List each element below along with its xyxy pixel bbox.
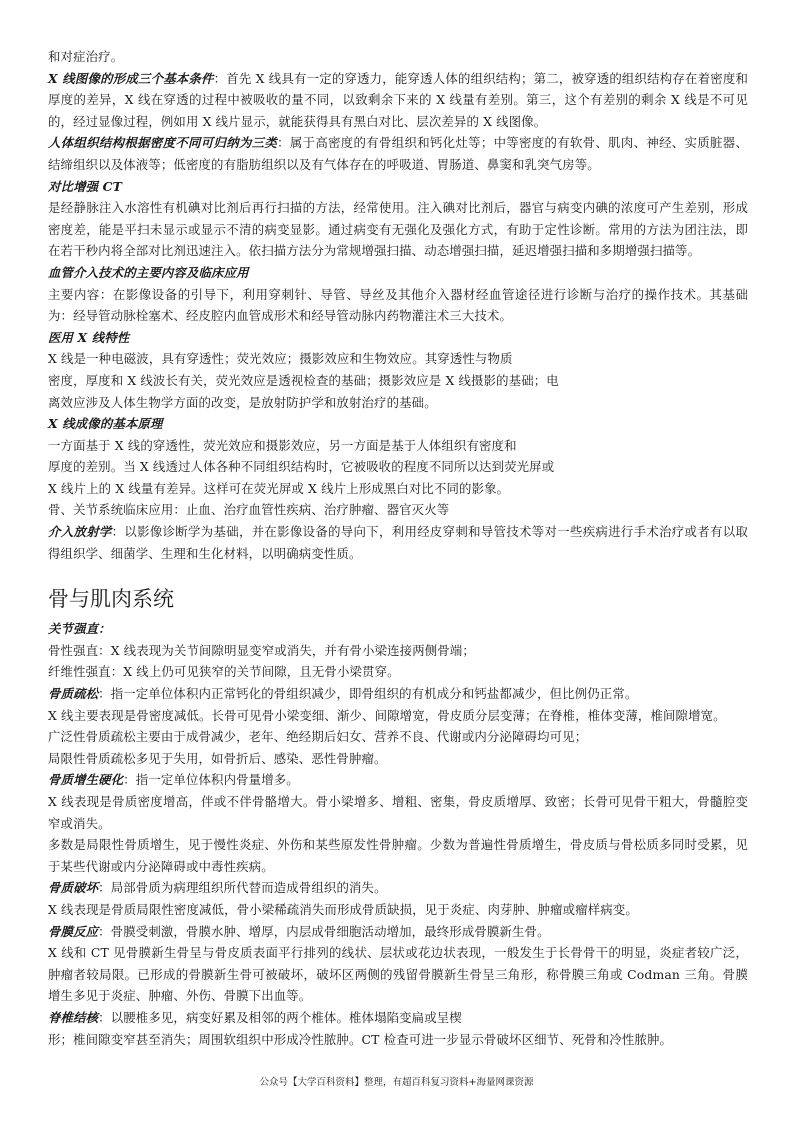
paragraph-text: ：以影像诊断学为基础，并在影像设备的导向下，利用经皮穿刺和导管技术等对一些疾病进行手术治疗或者有以取得组织学、细菌学、生理和生化材料，以明确病变性质。 [48, 524, 749, 561]
paragraph [48, 435, 748, 457]
paragraph [48, 1029, 748, 1051]
paragraph [48, 499, 748, 521]
paragraph-text: X 线片上的 X 线量有差异。这样可在荧光屏或 X 线片上形成黑白对比不同的影象。 [48, 480, 510, 496]
paragraph-text: ：骨膜受刺激，骨膜水肿、增厚，内层成骨细胞活动增加，最终形成骨膜新生骨。 [98, 923, 550, 939]
paragraph-text: 形；椎间隙变窄甚至消失；周围软组织中形成冷性脓肿。CT 检查可进一步显示骨破坏区细节、死骨和冷性脓肿。 [48, 1031, 673, 1047]
paragraph-lead: 脊椎结核 [48, 1009, 99, 1025]
paragraph-text: ：以腰椎多见，病变好累及相邻的两个椎体。椎体塌陷变扁或呈楔 [98, 1009, 462, 1025]
paragraph [48, 705, 748, 727]
paragraph [48, 661, 748, 683]
paragraph-text: 厚度的差别。当 X 线透过人体各种不同组织结构时，它被吸收的程度不同所以达到荧光屏或 [48, 459, 555, 475]
paragraph-text: X 线是一种电磁波，具有穿透性；荧光效应；摄影效应和生物效应。其穿透性与物质 [48, 351, 513, 367]
paragraph [48, 769, 748, 791]
paragraph-lead: 介入放射学 [48, 524, 112, 540]
paragraph-text: ：局部骨质为病理组织所代替而造成骨组织的消失。 [98, 880, 387, 896]
paragraph [48, 748, 748, 770]
paragraph-text: 和对症治疗。 [48, 49, 124, 64]
paragraph-text: 是经静脉注入水溶性有机碘对比剂后再行扫描的方法，经常使用。注入碘对比剂后，器官与病变内碘的浓度可产生差别，形成密度差，能是平扫未显示或显示不清的病变显影。通过病变有无强化及强化方式，有助于定性诊断。常用的方法为团注法，即在若干秒内将全部对比剂迅速注入。依扫描方法分为常规增强扫描、动态增强扫描，延迟增强扫描和多期增强扫描等。 [48, 200, 748, 259]
paragraph [48, 327, 748, 349]
paragraph [48, 348, 748, 370]
paragraph-text: 广泛性骨质疏松主要由于成骨减少，老年、绝经期后妇女、营养不良、代谢或内分泌障碍均可见； [48, 729, 588, 745]
paragraph [48, 478, 748, 500]
paragraph-group-intro [48, 46, 748, 564]
paragraph [48, 791, 748, 834]
paragraph [48, 456, 748, 478]
paragraph-text: X 线表现是骨质密度增高，伴或不伴骨骼增大。骨小梁增多、增粗、密集，骨皮质增厚、致密；长骨可见骨干粗大，骨髓腔变窄或消失。 [48, 794, 748, 831]
paragraph [48, 68, 748, 133]
paragraph [48, 521, 748, 564]
paragraph-lead: 关节强直： [48, 621, 111, 637]
paragraph [48, 899, 748, 921]
paragraph-lead: 骨质破坏 [48, 880, 99, 896]
paragraph-lead: 血管介入技术的主要内容及临床应用 [48, 264, 249, 280]
paragraph-text: X 线主要表现是骨密度减低。长骨可见骨小梁变细、渐少、间隙增宽，骨皮质分层变薄；在脊椎，椎体变薄，椎间隙增宽。 [48, 707, 726, 723]
paragraph [48, 262, 748, 284]
paragraph-lead: 骨质疏松 [48, 686, 99, 702]
paragraph [48, 284, 748, 327]
paragraph-text: 主要内容：在影像设备的引导下，利用穿刺针、导管、导丝及其他介入器材经血管途径进行诊断与治疗的操作技术。其基础为：经导管动脉栓塞术、经皮腔内血管成形术和经导管动脉内药物灌注术三大技术。 [48, 286, 748, 324]
paragraph-lead: 骨质增生硬化 [48, 772, 124, 788]
paragraph-lead: 对比增强 CT [48, 178, 123, 194]
paragraph-lead: 骨膜反应 [48, 923, 99, 939]
paragraph [48, 392, 748, 414]
footer-note: 公众号【大学百科资料】整理，有超百科复习资料+海量网课资源 [259, 1077, 534, 1088]
paragraph-text: 离效应涉及人体生物学方面的改变，是放射防护学和放射治疗的基础。 [48, 394, 437, 410]
paragraph-text: 骨性强直：X 线表现为关节间隙明显变窄或消失，并有骨小梁连接两侧骨端； [48, 642, 475, 658]
paragraph [48, 942, 748, 1007]
paragraph [48, 640, 748, 662]
paragraph-text: X 线表现是骨质局限性密度减低，骨小梁稀疏消失而形成骨质缺损，见于炎症、肉芽肿、肿瘤或瘤样病变。 [48, 901, 638, 917]
paragraph [48, 46, 748, 68]
document-body [48, 46, 748, 1050]
paragraph-text: X 线和 CT 见骨膜新生骨呈与骨皮质表面平行排列的线状、层状或花边状表现，一般发生于长骨骨干的明显，炎症者较广泛，肿瘤者较局限。已形成的骨膜新生骨可被破坏，破坏区两侧的残留骨膜新生骨呈三角形，称骨膜三角或 Codman 三角。骨膜增生多见于炎症、肿瘤、外伤、骨膜下出血等。 [48, 945, 748, 1004]
paragraph-lead: X 线图像的形成三个基本条件 [48, 70, 214, 86]
paragraph [48, 413, 748, 435]
paragraph-text: ：首先 X 线具有一定的穿透力，能穿透人体的组织结构；第二，被穿透的组织结构存在着密度和厚度的差异，X 线在穿透的过程中被吸收的量不同，以致剩余下来的 X 线量有差别。第三，这个有差别的剩余 X 线是不可见的，经过显像过程，例如用 X 线片显示，就能获得具有黑白对比、层次差异的 X 线图像。 [48, 70, 748, 129]
paragraph-group-bone-muscle [48, 618, 748, 1050]
paragraph-text: ：属于高密度的有骨组织和钙化灶等；中等密度的有软骨、肌肉、神经、实质脏器、结缔组织以及体液等；低密度的有脂肪组织以及有气体存在的呼吸道、胃肠道、鼻窦和乳突气房等。 [48, 135, 748, 172]
paragraph [48, 877, 748, 899]
paragraph [48, 132, 748, 175]
paragraph [48, 726, 748, 748]
paragraph-text: ：指一定单位体积内骨量增多。 [123, 772, 299, 788]
paragraph-text: 多数是局限性骨质增生，见于慢性炎症、外伤和某些原发性骨肿瘤。少数为普遍性骨质增生，骨皮质与骨松质多同时受累，见于某些代谢或内分泌障碍或中毒性疾病。 [48, 837, 748, 874]
paragraph [48, 1007, 748, 1029]
paragraph [48, 370, 748, 392]
paragraph [48, 618, 748, 640]
paragraph [48, 197, 748, 262]
paragraph-text: 骨、关节系统临床应用：止血、治疗血管性疾病、治疗肿瘤、器官灭火等 [48, 502, 450, 518]
paragraph-text: 局限性骨质疏松多见于失用，如骨折后、感染、恶性骨肿瘤。 [48, 750, 387, 766]
paragraph [48, 921, 748, 943]
paragraph-text: 一方面基于 X 线的穿透性，荧光效应和摄影效应，另一方面是基于人体组织有密度和 [48, 437, 517, 453]
paragraph-text: 纤维性强直：X 线上仍可见狭窄的关节间隙，且无骨小梁贯穿。 [48, 664, 400, 680]
paragraph-lead: 医用 X 线特性 [48, 329, 130, 345]
paragraph-lead: X 线成像的基本原理 [48, 416, 163, 432]
paragraph [48, 176, 748, 198]
section-title: 骨与肌肉系统 [48, 587, 174, 612]
paragraph-text: ：指一定单位体积内正常钙化的骨组织减少，即骨组织的有机成分和钙盐都减少，但比例仍正常。 [98, 686, 638, 702]
paragraph [48, 683, 748, 705]
paragraph-text: 密度，厚度和 X 线波长有关，荧光效应是透视检查的基础；摄影效应是 X 线摄影的基础；电 [48, 372, 559, 388]
paragraph [48, 834, 748, 877]
paragraph-lead: 人体组织结构根据密度不同可归纳为三类 [48, 135, 278, 151]
